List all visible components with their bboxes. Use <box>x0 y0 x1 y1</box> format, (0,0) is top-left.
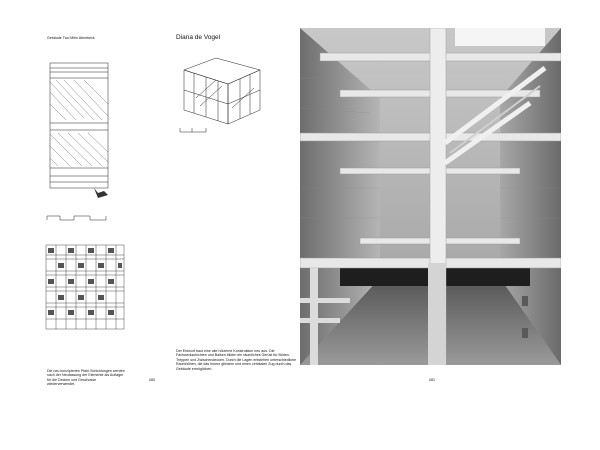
left-page-caption: Die neu konzipierten Pfahl-Schichtungen werden nach der Neufassung der Elemente als Auflager für die Decken und Geschosse wiederverwendet. <box>47 369 125 387</box>
left-page-number: 080 <box>149 378 155 382</box>
interior-photograph <box>300 28 561 365</box>
author-name: Diana de Vogel <box>176 34 221 41</box>
axonometric-drawing <box>176 48 268 140</box>
middle-caption: Der Entwurf baut eine alte hölzerne Konstruktion neu aus. Die Fachwerkschichten und Balken bilden ein räumliches Gerüst für Böden, Treppen und Zwischendecken. Durch die Lagen entstehen unterschiedliche Raumhöhen, die das Innere gliedern und einen vertikalen Zug durch das Gebäude ermöglichen. <box>176 349 297 371</box>
facade-section-drawing <box>44 58 114 208</box>
right-page-number: 081 <box>429 378 435 382</box>
scale-bar <box>46 214 116 222</box>
left-page-header: Gebäude Two Mitin Abenbeck <box>47 36 95 40</box>
floor-grid-drawing <box>44 243 126 331</box>
timber-interior-image <box>300 28 561 365</box>
